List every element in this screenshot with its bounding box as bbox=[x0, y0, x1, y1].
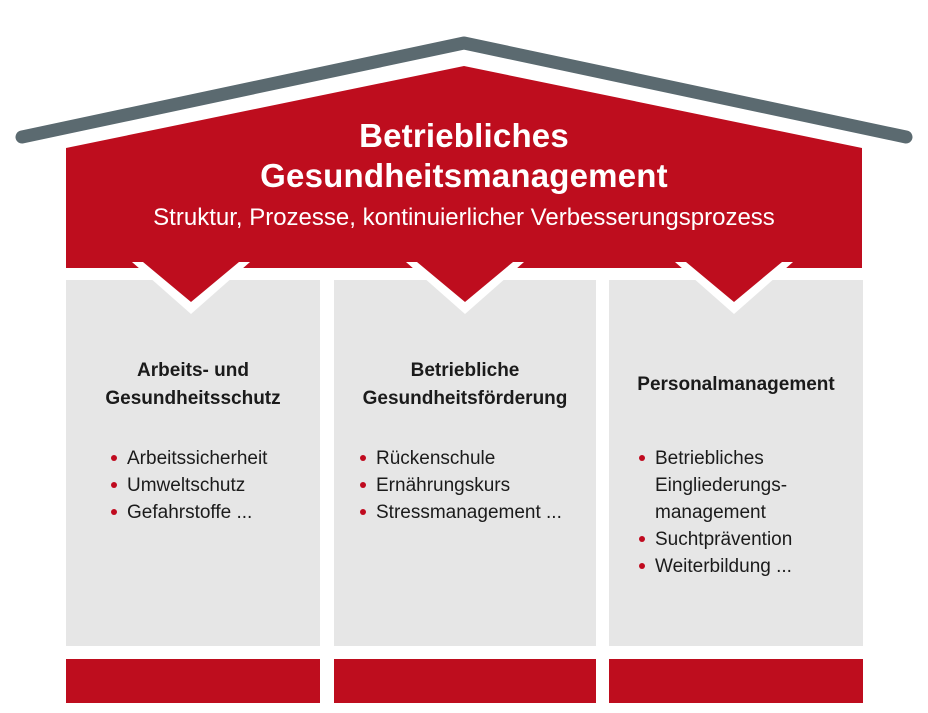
pillar-item-list bbox=[609, 445, 863, 580]
foundation-1 bbox=[66, 659, 320, 703]
pillar-item-list bbox=[334, 445, 596, 526]
bullet-icon bbox=[360, 455, 366, 461]
list-item: Weiterbildung ... bbox=[639, 553, 863, 580]
diagram-title bbox=[64, 116, 864, 196]
pillar-arbeitsschutz bbox=[66, 355, 320, 635]
bullet-icon bbox=[360, 482, 366, 488]
pillar-heading-line-1: Betriebliche bbox=[410, 360, 520, 381]
pillar-heading-line-1: Arbeits- und bbox=[137, 360, 249, 381]
pillar-gesundheitsfoerderung bbox=[334, 355, 596, 635]
diagram-subtitle: Struktur, Prozesse, kontinuierlicher Verbesserungsprozess bbox=[153, 204, 775, 231]
list-item: Ernährungskurs bbox=[360, 472, 596, 499]
list-item: Umweltschutz bbox=[111, 472, 320, 499]
list-item: Gefahrstoffe ... bbox=[111, 499, 320, 526]
list-item: Stressmanagement ... bbox=[360, 499, 596, 526]
bullet-icon bbox=[111, 482, 117, 488]
pillar-heading bbox=[609, 355, 863, 415]
title-line-2: Gesundheitsmanagement bbox=[260, 157, 668, 194]
bullet-icon bbox=[111, 509, 117, 515]
list-item: Suchtprävention bbox=[639, 526, 863, 553]
bullet-icon bbox=[111, 455, 117, 461]
pillar-heading bbox=[66, 355, 320, 415]
list-item: Rückenschule bbox=[360, 445, 596, 472]
pillar-heading-line-2: Gesundheitsförderung bbox=[362, 388, 568, 409]
pillar-heading bbox=[334, 355, 596, 415]
pillar-heading-line-1: Personalmanagement bbox=[637, 374, 835, 395]
bullet-icon bbox=[360, 509, 366, 515]
foundation-3 bbox=[609, 659, 863, 703]
bullet-icon bbox=[639, 563, 645, 569]
title-line-1: Betriebliches bbox=[359, 117, 569, 154]
foundation-2 bbox=[334, 659, 596, 703]
pillar-item-list bbox=[66, 445, 320, 526]
bullet-icon bbox=[639, 536, 645, 542]
list-item: Arbeitssicherheit bbox=[111, 445, 320, 472]
pillar-heading-line-2: Gesundheitsschutz bbox=[105, 388, 281, 409]
pillar-personalmanagement bbox=[609, 355, 863, 635]
bullet-icon bbox=[639, 455, 645, 461]
list-item: Betriebliches Eingliederungs- management bbox=[639, 445, 863, 526]
